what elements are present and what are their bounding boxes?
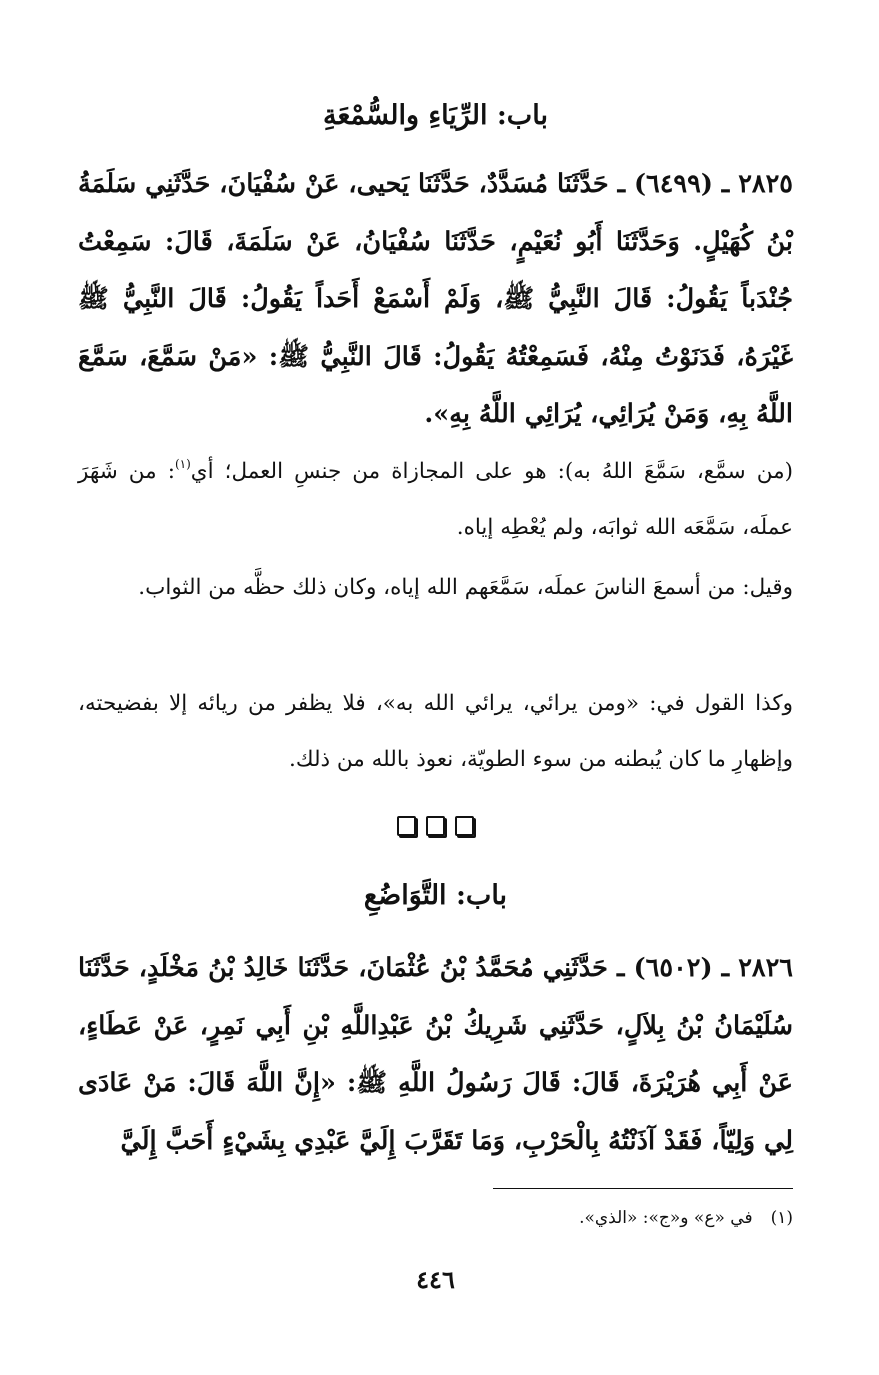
footnote-number: (١) [770,1208,793,1228]
page-number: ٤٤٦ [416,1265,455,1294]
commentary-1-main: (من سمَّع، سَمَّعَ اللهُ به): هو على المجازاة من جنسِ العمل؛ أي [190,459,793,484]
commentary-paragraph-1 [78,444,793,556]
footnote-divider [493,1188,793,1189]
hadith-text-2826: ٢٨٢٦ ـ (٦٥٠٢) ـ حَدَّثَنِي مُحَمَّدُ بْنُ عُثْمَانَ، حَدَّثَنَا خَالِدُ بْنُ مَخْلَدٍ، حَدَّثَنَا سُلَيْمَانُ بْنُ بِلاَلٍ، حَدَّثَنِي شَرِيكُ بْنُ عَبْدِاللَّهِ بْنِ أَبِي نَمِرٍ، عَنْ عَطَاءٍ، عَنْ أَبِي هُرَيْرَةَ، قَالَ: قَالَ رَسُولُ اللَّهِ ﷺ: «إِنَّ اللَّهَ قَالَ: مَنْ عَادَى لِي وَلِيّاً، فَقَدْ آذَنْتُهُ بِالْحَرْبِ، وَمَا تَقَرَّبَ إِلَيَّ عَبْدِي بِشَيْءٍ أَحَبَّ إِلَيَّ [78,953,794,1156]
footnote-reference[interactable]: (١) [174,457,191,471]
chapter-title-tawadu: باب: التَّوَاضُعِ [363,880,508,911]
footnote-text: في «ع» و«ج»: «الذي». [579,1208,753,1228]
book-page [78,0,793,1375]
commentary-paragraph-3: وكذا القول في: «ومن يرائي، يرائي الله به»، فلا يظفر من ريائه إلا بفضيحته، وإظهارِ ما كان يُبطنه من سوء الطويّة، نعوذ بالله من ذلك. [78,691,793,772]
footnote [78,1203,793,1233]
hadith-text-2825: ٢٨٢٥ ـ (٦٤٩٩) ـ حَدَّثَنَا مُسَدَّدٌ، حَدَّثَنَا يَحيى، عَنْ سُفْيَانَ، حَدَّثَنِي سَلَمَةُ بْنُ كُهَيْلٍ. وَحَدَّثَنَا أَبُو نُعَيْمٍ، حَدَّثَنَا سُفْيَانُ، عَنْ سَلَمَةَ، قَالَ: سَمِعْتُ جُنْدَباً يَقُولُ: قَالَ النَّبِيُّ ﷺ، وَلَمْ أَسْمَعْ أَحَداً يَقُولُ: قَالَ النَّبِيُّ ﷺ غَيْرَهُ، فَدَنَوْتُ مِنْهُ، فَسَمِعْتُهُ يَقُولُ: قَالَ النَّبِيُّ ﷺ: «مَنْ سَمَّعَ، سَمَّعَ اللَّهُ بِهِ، وَمَنْ يُرَائِي، يُرَائِي اللَّهُ بِهِ». [78,169,793,429]
separator-square-icon [397,816,416,836]
commentary-paragraph-2: وقيل: من أسمعَ الناسَ عملَه، سَمَّعَهم الله إياه، وكان ذلك حظَّه من الثواب. [138,575,793,600]
section-separator [78,816,793,836]
commentary-1-rest: : من شَهَرَ عملَه، سَمَّعَه الله ثوابَه، ولم يُعْطِه إياه. [78,459,793,540]
separator-square-icon [426,816,445,836]
separator-square-icon [455,816,474,836]
chapter-title-riya: باب: الرِّيَاءِ والسُّمْعَةِ [323,100,548,131]
